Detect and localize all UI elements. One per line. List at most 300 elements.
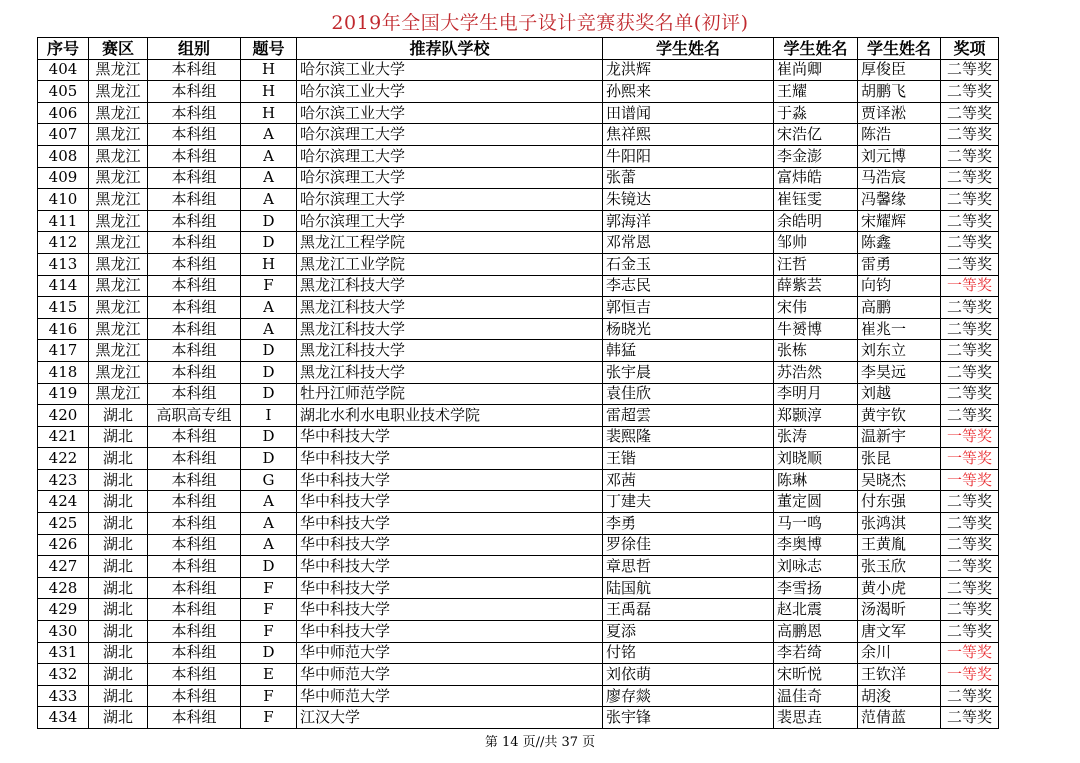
cell-region: 黑龙江	[89, 167, 148, 189]
cell-award: 二等奖	[941, 253, 999, 275]
cell-problem: F	[241, 577, 297, 599]
cell-number: 421	[38, 426, 89, 448]
cell-award: 二等奖	[941, 340, 999, 362]
cell-region: 湖北	[89, 707, 148, 729]
cell-award: 二等奖	[941, 707, 999, 729]
cell-problem: D	[241, 232, 297, 254]
cell-student-1: 郭海洋	[603, 210, 774, 232]
cell-student-1: 陆国航	[603, 577, 774, 599]
cell-student-3: 张昆	[858, 448, 941, 470]
cell-student-1: 邓茜	[603, 469, 774, 491]
table-row	[38, 297, 999, 319]
cell-student-3: 雷勇	[858, 253, 941, 275]
cell-number: 410	[38, 189, 89, 211]
cell-award: 一等奖	[941, 448, 999, 470]
cell-school: 华中科技大学	[297, 469, 603, 491]
col-header-school: 推荐队学校	[297, 38, 603, 60]
cell-student-1: 孙熙来	[603, 81, 774, 103]
cell-region: 湖北	[89, 491, 148, 513]
cell-award: 一等奖	[941, 664, 999, 686]
cell-student-2: 苏浩然	[774, 361, 858, 383]
cell-award: 二等奖	[941, 599, 999, 621]
cell-number: 406	[38, 102, 89, 124]
page-title: 2019年全国大学生电子设计竞赛获奖名单(初评)	[331, 12, 749, 34]
cell-school: 黑龙江工程学院	[297, 232, 603, 254]
cell-student-1: 刘依萌	[603, 664, 774, 686]
table-row	[38, 621, 999, 643]
table-row	[38, 102, 999, 124]
cell-problem: D	[241, 383, 297, 405]
cell-problem: F	[241, 275, 297, 297]
cell-region: 黑龙江	[89, 253, 148, 275]
cell-region: 黑龙江	[89, 145, 148, 167]
cell-number: 428	[38, 577, 89, 599]
cell-student-3: 崔兆一	[858, 318, 941, 340]
cell-number: 427	[38, 556, 89, 578]
cell-number: 419	[38, 383, 89, 405]
cell-problem: H	[241, 253, 297, 275]
cell-school: 哈尔滨工业大学	[297, 81, 603, 103]
cell-region: 黑龙江	[89, 383, 148, 405]
cell-region: 黑龙江	[89, 232, 148, 254]
cell-problem: H	[241, 81, 297, 103]
cell-group: 本科组	[148, 297, 241, 319]
table-row	[38, 469, 999, 491]
cell-number: 430	[38, 621, 89, 643]
cell-student-3: 贾译淞	[858, 102, 941, 124]
table-row	[38, 210, 999, 232]
cell-school: 黑龙江科技大学	[297, 361, 603, 383]
cell-group: 本科组	[148, 491, 241, 513]
cell-group: 本科组	[148, 556, 241, 578]
cell-school: 哈尔滨工业大学	[297, 102, 603, 124]
cell-group: 本科组	[148, 102, 241, 124]
cell-award: 二等奖	[941, 297, 999, 319]
cell-region: 湖北	[89, 685, 148, 707]
cell-student-3: 厚俊臣	[858, 59, 941, 81]
cell-number: 429	[38, 599, 89, 621]
cell-region: 湖北	[89, 577, 148, 599]
cell-student-3: 黄小虎	[858, 577, 941, 599]
cell-region: 湖北	[89, 642, 148, 664]
cell-student-2: 宋伟	[774, 297, 858, 319]
cell-student-2: 刘咏志	[774, 556, 858, 578]
cell-award: 一等奖	[941, 469, 999, 491]
cell-student-3: 王钦洋	[858, 664, 941, 686]
cell-problem: A	[241, 297, 297, 319]
cell-award: 二等奖	[941, 685, 999, 707]
cell-number: 433	[38, 685, 89, 707]
cell-problem: G	[241, 469, 297, 491]
cell-school: 哈尔滨理工大学	[297, 167, 603, 189]
cell-award: 二等奖	[941, 167, 999, 189]
cell-student-3: 李昊远	[858, 361, 941, 383]
cell-school: 华中师范大学	[297, 664, 603, 686]
cell-student-3: 陈鑫	[858, 232, 941, 254]
cell-student-1: 裴熙隆	[603, 426, 774, 448]
awards-table	[37, 37, 999, 729]
cell-region: 湖北	[89, 469, 148, 491]
table-row	[38, 361, 999, 383]
cell-group: 本科组	[148, 577, 241, 599]
table-row	[38, 448, 999, 470]
table-row	[38, 383, 999, 405]
cell-student-1: 王锴	[603, 448, 774, 470]
cell-group: 本科组	[148, 599, 241, 621]
cell-school: 华中科技大学	[297, 577, 603, 599]
cell-student-3: 刘越	[858, 383, 941, 405]
cell-student-2: 于淼	[774, 102, 858, 124]
cell-student-2: 马一鸣	[774, 513, 858, 535]
cell-student-1: 龙洪辉	[603, 59, 774, 81]
table-row	[38, 253, 999, 275]
cell-student-1: 张蕾	[603, 167, 774, 189]
cell-student-3: 余川	[858, 642, 941, 664]
cell-student-2: 刘晓顺	[774, 448, 858, 470]
cell-student-1: 郭恒吉	[603, 297, 774, 319]
cell-problem: D	[241, 426, 297, 448]
cell-student-2: 崔钰雯	[774, 189, 858, 211]
cell-school: 华中师范大学	[297, 642, 603, 664]
cell-number: 413	[38, 253, 89, 275]
cell-group: 本科组	[148, 642, 241, 664]
cell-group: 本科组	[148, 81, 241, 103]
cell-student-3: 黄宇钦	[858, 405, 941, 427]
col-header-number: 序号	[38, 38, 89, 60]
cell-region: 黑龙江	[89, 340, 148, 362]
cell-group: 本科组	[148, 513, 241, 535]
cell-problem: D	[241, 361, 297, 383]
cell-school: 黑龙江科技大学	[297, 275, 603, 297]
cell-problem: A	[241, 145, 297, 167]
cell-student-1: 朱镜达	[603, 189, 774, 211]
cell-student-2: 李若绮	[774, 642, 858, 664]
table-row	[38, 556, 999, 578]
cell-problem: D	[241, 448, 297, 470]
cell-student-1: 张宇锋	[603, 707, 774, 729]
cell-school: 华中科技大学	[297, 513, 603, 535]
cell-student-3: 范倩蓝	[858, 707, 941, 729]
cell-student-3: 刘东立	[858, 340, 941, 362]
cell-school: 哈尔滨理工大学	[297, 145, 603, 167]
cell-group: 本科组	[148, 534, 241, 556]
cell-student-2: 王耀	[774, 81, 858, 103]
cell-region: 湖北	[89, 621, 148, 643]
cell-student-1: 石金玉	[603, 253, 774, 275]
cell-award: 一等奖	[941, 275, 999, 297]
cell-group: 本科组	[148, 685, 241, 707]
cell-student-2: 李雪扬	[774, 577, 858, 599]
cell-number: 422	[38, 448, 89, 470]
cell-award: 二等奖	[941, 361, 999, 383]
cell-region: 湖北	[89, 405, 148, 427]
cell-student-3: 高鹏	[858, 297, 941, 319]
cell-student-2: 高鹏恩	[774, 621, 858, 643]
cell-problem: H	[241, 102, 297, 124]
cell-student-1: 王禹磊	[603, 599, 774, 621]
cell-region: 黑龙江	[89, 124, 148, 146]
table-row	[38, 189, 999, 211]
cell-award: 二等奖	[941, 534, 999, 556]
col-header-group: 组别	[148, 38, 241, 60]
cell-award: 二等奖	[941, 621, 999, 643]
cell-student-1: 邓常恩	[603, 232, 774, 254]
cell-student-1: 章思哲	[603, 556, 774, 578]
cell-problem: A	[241, 167, 297, 189]
cell-award: 一等奖	[941, 642, 999, 664]
cell-student-2: 薛紫芸	[774, 275, 858, 297]
cell-student-3: 马浩宸	[858, 167, 941, 189]
table-row	[38, 685, 999, 707]
table-row	[38, 275, 999, 297]
cell-group: 本科组	[148, 189, 241, 211]
cell-award: 二等奖	[941, 513, 999, 535]
cell-student-1: 丁建夫	[603, 491, 774, 513]
cell-student-2: 余皓明	[774, 210, 858, 232]
cell-number: 416	[38, 318, 89, 340]
cell-problem: A	[241, 513, 297, 535]
table-row	[38, 232, 999, 254]
cell-region: 黑龙江	[89, 59, 148, 81]
cell-problem: D	[241, 642, 297, 664]
cell-region: 湖北	[89, 513, 148, 535]
cell-student-3: 胡鹏飞	[858, 81, 941, 103]
table-row	[38, 318, 999, 340]
cell-problem: I	[241, 405, 297, 427]
cell-group: 本科组	[148, 145, 241, 167]
cell-student-3: 张鸿淇	[858, 513, 941, 535]
cell-problem: D	[241, 340, 297, 362]
cell-student-2: 牛赟博	[774, 318, 858, 340]
cell-student-3: 汤渴昕	[858, 599, 941, 621]
cell-number: 425	[38, 513, 89, 535]
cell-group: 本科组	[148, 361, 241, 383]
cell-student-1: 李勇	[603, 513, 774, 535]
table-row	[38, 513, 999, 535]
cell-student-3: 付东强	[858, 491, 941, 513]
col-header-problem: 题号	[241, 38, 297, 60]
cell-number: 432	[38, 664, 89, 686]
col-header-award: 奖项	[941, 38, 999, 60]
cell-problem: A	[241, 318, 297, 340]
header-row	[38, 38, 999, 60]
cell-number: 405	[38, 81, 89, 103]
cell-student-3: 刘元博	[858, 145, 941, 167]
cell-number: 431	[38, 642, 89, 664]
table-row	[38, 405, 999, 427]
cell-region: 黑龙江	[89, 102, 148, 124]
cell-region: 湖北	[89, 534, 148, 556]
cell-award: 二等奖	[941, 232, 999, 254]
cell-number: 434	[38, 707, 89, 729]
cell-group: 本科组	[148, 707, 241, 729]
cell-school: 哈尔滨理工大学	[297, 210, 603, 232]
cell-student-1: 牛阳阳	[603, 145, 774, 167]
cell-student-3: 吴晓杰	[858, 469, 941, 491]
cell-number: 423	[38, 469, 89, 491]
cell-student-2: 裴思垚	[774, 707, 858, 729]
cell-award: 二等奖	[941, 189, 999, 211]
table-row	[38, 167, 999, 189]
cell-school: 华中师范大学	[297, 685, 603, 707]
cell-school: 黑龙江科技大学	[297, 297, 603, 319]
cell-student-3: 王黄胤	[858, 534, 941, 556]
cell-student-2: 富炜皓	[774, 167, 858, 189]
page-footer: 第 14 页//共 37 页	[484, 735, 596, 750]
cell-student-2: 陈琳	[774, 469, 858, 491]
cell-student-1: 雷超雲	[603, 405, 774, 427]
cell-problem: F	[241, 685, 297, 707]
cell-student-1: 焦祥熙	[603, 124, 774, 146]
cell-student-3: 冯馨缘	[858, 189, 941, 211]
cell-award: 二等奖	[941, 124, 999, 146]
cell-region: 湖北	[89, 664, 148, 686]
table-row	[38, 534, 999, 556]
cell-student-1: 廖存燚	[603, 685, 774, 707]
cell-school: 华中科技大学	[297, 491, 603, 513]
cell-number: 408	[38, 145, 89, 167]
cell-group: 本科组	[148, 210, 241, 232]
col-header-region: 赛区	[89, 38, 148, 60]
cell-group: 本科组	[148, 232, 241, 254]
cell-group: 高职高专组	[148, 405, 241, 427]
cell-school: 哈尔滨理工大学	[297, 189, 603, 211]
cell-student-1: 李志民	[603, 275, 774, 297]
cell-award: 二等奖	[941, 81, 999, 103]
cell-student-2: 宋昕悦	[774, 664, 858, 686]
cell-student-2: 赵北震	[774, 599, 858, 621]
cell-group: 本科组	[148, 340, 241, 362]
cell-student-3: 唐文军	[858, 621, 941, 643]
cell-number: 404	[38, 59, 89, 81]
table-row	[38, 145, 999, 167]
cell-award: 二等奖	[941, 556, 999, 578]
table-row	[38, 577, 999, 599]
cell-group: 本科组	[148, 448, 241, 470]
cell-student-2: 温佳奇	[774, 685, 858, 707]
cell-student-3: 温新宇	[858, 426, 941, 448]
cell-problem: A	[241, 124, 297, 146]
cell-problem: D	[241, 556, 297, 578]
cell-group: 本科组	[148, 124, 241, 146]
cell-number: 417	[38, 340, 89, 362]
cell-problem: F	[241, 621, 297, 643]
table-row	[38, 59, 999, 81]
cell-group: 本科组	[148, 383, 241, 405]
cell-student-3: 胡浚	[858, 685, 941, 707]
cell-student-2: 李奥博	[774, 534, 858, 556]
cell-school: 黑龙江工业学院	[297, 253, 603, 275]
cell-school: 牡丹江师范学院	[297, 383, 603, 405]
cell-group: 本科组	[148, 253, 241, 275]
cell-school: 哈尔滨工业大学	[297, 59, 603, 81]
cell-award: 二等奖	[941, 383, 999, 405]
cell-student-1: 韩猛	[603, 340, 774, 362]
cell-student-2: 邹帅	[774, 232, 858, 254]
cell-school: 华中科技大学	[297, 534, 603, 556]
cell-region: 黑龙江	[89, 189, 148, 211]
table-row	[38, 707, 999, 729]
cell-student-1: 杨晓光	[603, 318, 774, 340]
table-row	[38, 642, 999, 664]
cell-number: 426	[38, 534, 89, 556]
cell-number: 424	[38, 491, 89, 513]
cell-student-1: 田谱闻	[603, 102, 774, 124]
table-row	[38, 340, 999, 362]
cell-student-2: 郑颢淳	[774, 405, 858, 427]
cell-number: 411	[38, 210, 89, 232]
col-header-student-3: 学生姓名	[858, 38, 941, 60]
cell-region: 黑龙江	[89, 275, 148, 297]
cell-school: 江汉大学	[297, 707, 603, 729]
cell-region: 黑龙江	[89, 210, 148, 232]
cell-award: 一等奖	[941, 426, 999, 448]
cell-number: 412	[38, 232, 89, 254]
cell-group: 本科组	[148, 621, 241, 643]
cell-award: 二等奖	[941, 577, 999, 599]
cell-school: 华中科技大学	[297, 621, 603, 643]
cell-student-3: 张玉欣	[858, 556, 941, 578]
cell-student-3: 向钧	[858, 275, 941, 297]
cell-group: 本科组	[148, 664, 241, 686]
cell-region: 黑龙江	[89, 361, 148, 383]
cell-number: 407	[38, 124, 89, 146]
cell-school: 黑龙江科技大学	[297, 340, 603, 362]
table-row	[38, 124, 999, 146]
cell-problem: H	[241, 59, 297, 81]
cell-student-1: 付铭	[603, 642, 774, 664]
cell-student-3: 宋耀辉	[858, 210, 941, 232]
cell-problem: E	[241, 664, 297, 686]
cell-student-2: 宋浩亿	[774, 124, 858, 146]
cell-school: 华中科技大学	[297, 448, 603, 470]
cell-award: 二等奖	[941, 405, 999, 427]
cell-award: 二等奖	[941, 210, 999, 232]
cell-student-1: 夏添	[603, 621, 774, 643]
table-row	[38, 664, 999, 686]
cell-region: 湖北	[89, 556, 148, 578]
cell-group: 本科组	[148, 318, 241, 340]
cell-award: 二等奖	[941, 491, 999, 513]
cell-problem: F	[241, 707, 297, 729]
cell-student-1: 袁佳欣	[603, 383, 774, 405]
cell-region: 黑龙江	[89, 297, 148, 319]
cell-award: 二等奖	[941, 318, 999, 340]
cell-school: 黑龙江科技大学	[297, 318, 603, 340]
cell-number: 415	[38, 297, 89, 319]
cell-problem: F	[241, 599, 297, 621]
cell-student-2: 张涛	[774, 426, 858, 448]
cell-number: 414	[38, 275, 89, 297]
cell-student-3: 陈浩	[858, 124, 941, 146]
cell-problem: A	[241, 189, 297, 211]
cell-student-2: 汪哲	[774, 253, 858, 275]
table-row	[38, 81, 999, 103]
cell-number: 409	[38, 167, 89, 189]
cell-school: 湖北水利水电职业技术学院	[297, 405, 603, 427]
col-header-student-2: 学生姓名	[774, 38, 858, 60]
cell-student-1: 张宇晨	[603, 361, 774, 383]
cell-student-2: 董定圆	[774, 491, 858, 513]
cell-award: 二等奖	[941, 145, 999, 167]
cell-region: 湖北	[89, 426, 148, 448]
cell-problem: D	[241, 210, 297, 232]
cell-group: 本科组	[148, 275, 241, 297]
cell-award: 二等奖	[941, 102, 999, 124]
cell-award: 二等奖	[941, 59, 999, 81]
cell-group: 本科组	[148, 59, 241, 81]
cell-group: 本科组	[148, 426, 241, 448]
